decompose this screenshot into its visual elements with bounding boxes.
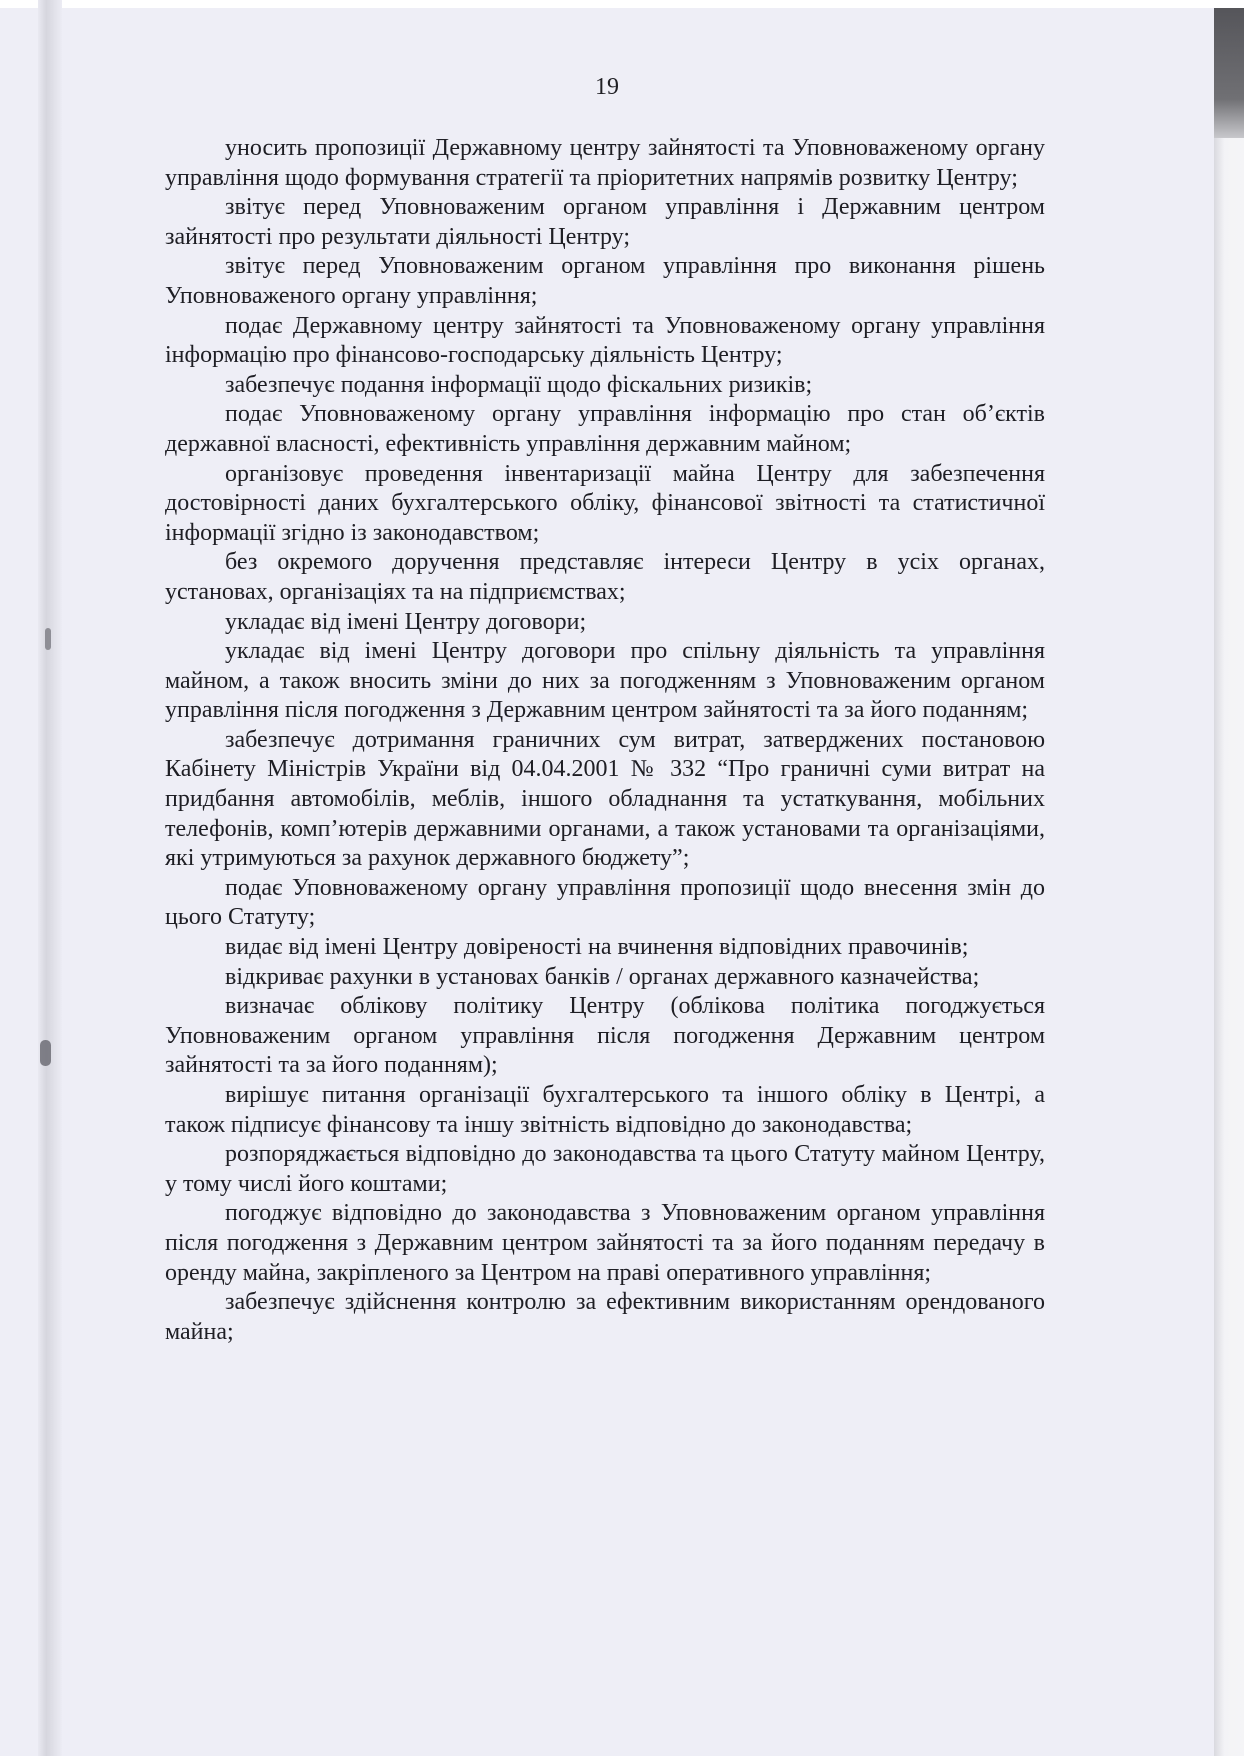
paragraph: без окремого доручення представляє інтереси Центру в усіх органах, установах, організаціях та на підприємствах; bbox=[165, 549, 1045, 605]
paragraph: погоджує відповідно до законодавства з Уповноваженим органом управління після погодження з Державним центром зайнятості та за його поданням передачу в оренду майна, закріпленого за Центром на праві оперативного управління; bbox=[165, 1200, 1045, 1286]
binding-gutter-shadow bbox=[38, 0, 62, 1756]
paragraph: уносить пропозиції Державному центру зайнятості та Уповноваженому органу управління щодо формування стратегії та пріоритетних напрямів розвитку Центру; bbox=[165, 135, 1045, 191]
paragraph: забезпечує дотримання граничних сум витрат, затверджених постановою Кабінету Міністрів України від 04.04.2001 № 332 “Про граничні суми витрат на придбання автомобілів, меблів, іншого обладнання та устаткування, мобільних телефонів, комп’ютерів державними органами, а також установами та організаціями, які утримуються за рахунок державного бюджету”; bbox=[165, 726, 1045, 872]
hole-punch-mark bbox=[45, 628, 51, 650]
hole-punch-mark bbox=[40, 1040, 51, 1066]
paragraph: подає Уповноваженому органу управління пропозиції щодо внесення змін до цього Статуту; bbox=[165, 874, 1045, 931]
paragraph: укладає від імені Центру договори про спільну діяльність та управління майном, а також вносить зміни до них за погодженням з Уповноваженим органом управління після погодження з Державним центром зайнятості та за його поданням; bbox=[165, 638, 1045, 724]
paragraph: подає Уповноваженому органу управління інформацію про стан об’єктів державної власності, ефективність управління державним майном; bbox=[165, 401, 1045, 457]
paragraph: визначає облікову політику Центру (облікова політика погоджується Уповноваженим органом управління після погодження Державним центром зайнятості та за його поданням); bbox=[165, 993, 1045, 1079]
paragraph: відкриває рахунки в установах банків / органах державного казначейства; bbox=[225, 963, 980, 990]
document-body bbox=[165, 134, 1045, 1347]
scan-right-edge bbox=[1214, 8, 1244, 1756]
paragraph: розпоряджається відповідно до законодавства та цього Статуту майном Центру, у тому числі його коштами; bbox=[165, 1141, 1045, 1197]
scan-top-edge bbox=[0, 0, 1244, 8]
paragraph: забезпечує здійснення контролю за ефективним використанням орендованого майна; bbox=[165, 1289, 1045, 1345]
paragraph: забезпечує подання інформації щодо фіскальних ризиків; bbox=[225, 371, 813, 398]
paragraph: видає від імені Центру довіреності на вчинення відповідних правочинів; bbox=[225, 934, 969, 961]
paragraph: подає Державному центру зайнятості та Уповноваженому органу управління інформацію про фінансово-господарську діяльність Центру; bbox=[165, 312, 1045, 369]
page-number: 19 bbox=[595, 74, 619, 100]
scan-edge-dark-block bbox=[1214, 8, 1244, 138]
paragraph: вирішує питання організації бухгалтерського та іншого обліку в Центрі, а також підписує фінансову та іншу звітність відповідно до законодавства; bbox=[165, 1082, 1045, 1138]
paragraph: організовує проведення інвентаризації майна Центру для забезпечення достовірності даних бухгалтерського обліку, фінансової звітності та статистичної інформації згідно із законодавством; bbox=[165, 460, 1045, 546]
paragraph: звітує перед Уповноваженим органом управління і Державним центром зайнятості про результати діяльності Центру; bbox=[165, 194, 1045, 250]
paragraph: звітує перед Уповноваженим органом управління про виконання рішень Уповноваженого органу управління; bbox=[165, 253, 1045, 309]
paragraph: укладає від імені Центру договори; bbox=[225, 608, 587, 635]
